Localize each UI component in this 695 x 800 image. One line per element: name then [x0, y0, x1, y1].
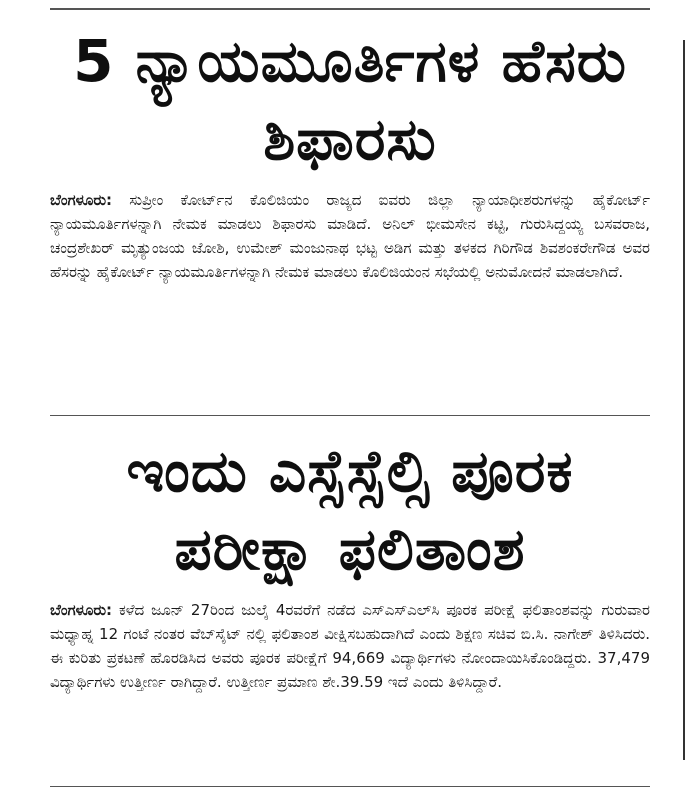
- column-rule: [683, 40, 685, 760]
- article-text: ಕಳೆದ ಜೂನ್ 27ರಿಂದ ಜುಲೈ 4ರವರೆಗೆ ನಡೆದ ಎಸ್‌ಎಸ್‌ಎಲ್‌ಸಿ ಪೂರಕ ಪರೀಕ್ಷೆ ಫಲಿತಾಂಶವನ್ನು ಗುರುವಾರ ಮಧ್ಯಾಹ್ನ 12 ಗಂಟೆ ನಂತರ ವೆಬ್‌ಸೈಟ್ ನಲ್ಲಿ ಫಲಿತಾಂಶ ವೀಕ್ಷಿಸಬಹುದಾಗಿದೆ ಎಂದು ಶಿಕ್ಷಣ ಸಚಿವ ಬಿ.ಸಿ. ನಾಗೇಶ್ ತಿಳಿಸಿದರು. ಈ ಕುರಿತು ಪ್ರಕಟಣೆ ಹೊರಡಿಸಿದ ಅವರು ಪೂರಕ ಪರೀಕ್ಷೆಗೆ 94,669 ವಿದ್ಯಾರ್ಥಿಗಳು ನೋಂದಾಯಿಸಿಕೊಂಡಿದ್ದರು. 37,479 ವಿದ್ಯಾರ್ಥಿಗಳು ಉತ್ತೀರ್ಣ ರಾಗಿದ್ದಾರೆ. ಉತ್ತೀರ್ಣ ಪ್ರಮಾಣ ಶೇ.39.59 ಇದೆ ಎಂದು ತಿಳಿಸಿದ್ದಾರೆ.: [50, 601, 650, 691]
- bottom-rule: [50, 786, 650, 787]
- article-body: [50, 188, 650, 284]
- article-headline: ಇಂದು ಎಸ್ಸೆಸ್ಸೆಲ್ಸಿ ಪೂರಕ ಪರೀಕ್ಷಾ ಫಲಿತಾಂಶ: [126, 437, 574, 583]
- top-rule: [50, 8, 650, 10]
- article-text: ಸುಪ್ರೀಂ ಕೋರ್ಟ್‌ನ ಕೊಲಿಜಿಯಂ ರಾಜ್ಯದ ಐವರು ಜಿಲ್ಲಾ ನ್ಯಾಯಾಧೀಶರುಗಳನ್ನು ಹೈಕೋರ್ಟ್ ನ್ಯಾಯಮೂರ್ತಿಗಳನ್ನಾಗಿ ನೇಮಕ ಮಾಡಲು ಶಿಫಾರಸು ಮಾಡಿದೆ. ಅನಿಲ್ ಭೀಮಸೇನ ಕಟ್ಟಿ, ಗುರುಸಿದ್ದಯ್ಯ ಬಸವರಾಜ, ಚಂದ್ರಶೇಖರ್ ಮೃತ್ಯುಂಜಯ ಜೋಶಿ, ಉಮೇಶ್ ಮಂಜುನಾಥ ಭಟ್ಟ ಅಡಿಗ ಮತ್ತು ತಳಕದ ಗಿರಿಗೌಡ ಶಿವಶಂಕರೇಗೌಡ ಅವರ ಹೆಸರನ್ನು ಹೈಕೋರ್ಟ್ ನ್ಯಾಯಮೂರ್ತಿಗಳನ್ನಾಗಿ ನೇಮಕ ಮಾಡಲು ಕೊಲಿಜಿಯಂನ ಸಭೆಯಲ್ಲಿ ಅನುಮೋದನೆ ಮಾಡಲಾಗಿದೆ.: [50, 191, 650, 281]
- article-body: [50, 598, 650, 694]
- article-dateline: ಬೆಂಗಳೂರು:: [50, 601, 113, 619]
- article-headline: 5 ನ್ಯಾಯಮೂರ್ತಿಗಳ ಹೆಸರು ಶಿಫಾರಸು: [73, 27, 627, 173]
- article-judges-recommendation: [50, 22, 650, 284]
- article-separator: [50, 415, 650, 416]
- article-sslc-results: [50, 432, 650, 694]
- article-dateline: ಬೆಂಗಳೂರು:: [50, 191, 113, 209]
